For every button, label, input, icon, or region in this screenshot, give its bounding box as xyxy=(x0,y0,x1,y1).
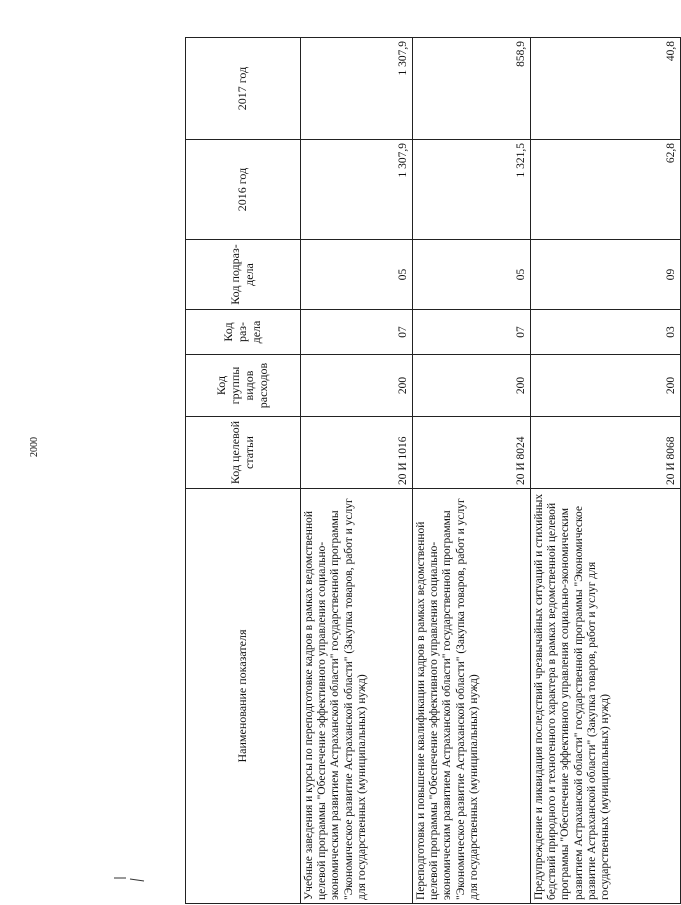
row-subsection: 09 xyxy=(531,240,681,310)
header-subsection: Код подраз- дела xyxy=(186,240,301,310)
row-value-2017: 1 307,9 xyxy=(301,38,413,140)
header-target-code: Код целевой статьи xyxy=(186,417,301,489)
row-target-code: 20 И 1016 xyxy=(301,417,413,489)
row-name: Учебные заведения и курсы по переподготовке кадров в рамках ведомственной целевой программы "Обеспечение эффективного управления социально-экономическим развитием Астраханской области" государственной программы "Экономическое развитие Астраханской области" (Закупка товаров, работ и услуг для государственных (муниципальных) нужд) xyxy=(301,489,413,904)
table-header-row xyxy=(186,38,301,904)
row-value-2017: 40,8 xyxy=(531,38,681,140)
header-year-2016: 2016 год xyxy=(186,140,301,240)
row-expense-group: 200 xyxy=(301,355,413,417)
row-target-code: 20 И 8068 xyxy=(531,417,681,489)
table-row xyxy=(301,38,413,904)
row-section: 07 xyxy=(413,310,531,355)
pen-mark xyxy=(112,872,146,886)
row-value-2016: 1 321,5 xyxy=(413,140,531,240)
row-subsection: 05 xyxy=(301,240,413,310)
row-name: Переподготовка и повышение квалификации кадров в рамках ведомственной целевой программы "Обеспечение эффективного управления социально-экономическим развитием Астраханской области" государственной программы "Экономическое развитие Астраханской области" (Закупка товаров, работ и услуг для государственных (муниципальных) нужд) xyxy=(413,489,531,904)
row-subsection: 05 xyxy=(413,240,531,310)
row-value-2016: 1 307,9 xyxy=(301,140,413,240)
table-row xyxy=(531,38,681,904)
header-year-2017: 2017 год xyxy=(186,38,301,140)
table-row xyxy=(413,38,531,904)
budget-table xyxy=(185,37,681,904)
header-name: Наименование показателя xyxy=(186,489,301,904)
row-expense-group: 200 xyxy=(413,355,531,417)
budget-table-rotated xyxy=(185,38,677,904)
row-name: Предупреждение и ликвидация последствий чрезвычайных ситуаций и стихийных бедствий природного и техногенного характера в рамках ведомственной целевой программы "Обеспечение эффективного управления социально-экономическим развитием Астраханской области" государственной программы "Экономическое развитие Астраханской области" (Закупка товаров, работ и услуг для государственных (муниципальных) нужд) xyxy=(531,489,681,904)
row-value-2017: 858,9 xyxy=(413,38,531,140)
row-section: 07 xyxy=(301,310,413,355)
page-number: 2000 xyxy=(29,437,40,457)
row-target-code: 20 И 8024 xyxy=(413,417,531,489)
row-expense-group: 200 xyxy=(531,355,681,417)
header-section: Код раз- дела xyxy=(186,310,301,355)
row-value-2016: 62,8 xyxy=(531,140,681,240)
header-expense-group: Код группы видов расходов xyxy=(186,355,301,417)
row-section: 03 xyxy=(531,310,681,355)
